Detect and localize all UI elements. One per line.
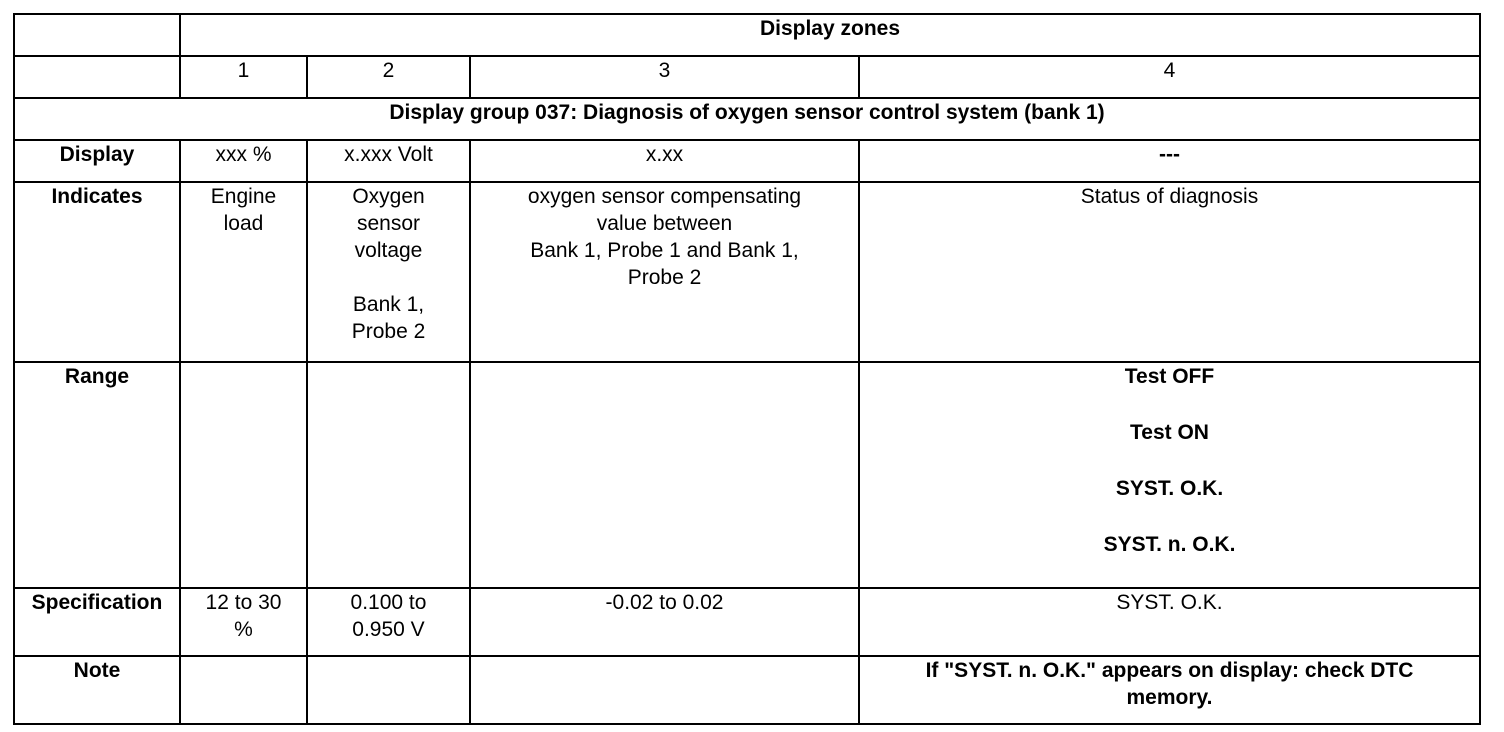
note-zone-1 xyxy=(180,656,307,724)
specification-row xyxy=(14,588,1480,656)
group-title-row xyxy=(14,98,1480,140)
corner-cell xyxy=(14,14,180,56)
indicates-zone-2: Oxygen sensor voltage Bank 1, Probe 2 xyxy=(307,182,470,362)
display-zone-1: xxx % xyxy=(180,140,307,182)
display-row xyxy=(14,140,1480,182)
zone-3-header: 3 xyxy=(470,56,859,98)
indicates-zone-3: oxygen sensor compensating value between Bank 1, Probe 1 and Bank 1, Probe 2 xyxy=(470,182,859,362)
specification-zone-1: 12 to 30 % xyxy=(180,588,307,656)
range-row xyxy=(14,362,1480,588)
zone-4-header: 4 xyxy=(859,56,1480,98)
range-zone-2 xyxy=(307,362,470,588)
zone-2-header: 2 xyxy=(307,56,470,98)
range-label: Range xyxy=(14,362,180,588)
header-row xyxy=(14,14,1480,56)
indicates-zone-1: Engine load xyxy=(180,182,307,362)
zone-number-row xyxy=(14,56,1480,98)
note-label: Note xyxy=(14,656,180,724)
display-zones-header: Display zones xyxy=(180,14,1480,56)
specification-zone-3: -0.02 to 0.02 xyxy=(470,588,859,656)
display-zone-3: x.xx xyxy=(470,140,859,182)
diagnosis-table xyxy=(13,13,1481,725)
range-zone-1 xyxy=(180,362,307,588)
range-zone-4: Test OFF Test ON SYST. O.K. SYST. n. O.K. xyxy=(859,362,1480,588)
corner-cell xyxy=(14,56,180,98)
indicates-zone-4: Status of diagnosis xyxy=(859,182,1480,362)
specification-zone-2: 0.100 to 0.950 V xyxy=(307,588,470,656)
note-zone-4: If "SYST. n. O.K." appears on display: check DTC memory. xyxy=(859,656,1480,724)
note-row xyxy=(14,656,1480,724)
display-zone-4: --- xyxy=(859,140,1480,182)
zone-1-header: 1 xyxy=(180,56,307,98)
range-zone-3 xyxy=(470,362,859,588)
indicates-label: Indicates xyxy=(14,182,180,362)
indicates-row xyxy=(14,182,1480,362)
display-zone-2: x.xxx Volt xyxy=(307,140,470,182)
group-title: Display group 037: Diagnosis of oxygen sensor control system (bank 1) xyxy=(14,98,1480,140)
specification-label: Specification xyxy=(14,588,180,656)
specification-zone-4: SYST. O.K. xyxy=(859,588,1480,656)
display-label: Display xyxy=(14,140,180,182)
note-zone-3 xyxy=(470,656,859,724)
note-zone-2 xyxy=(307,656,470,724)
